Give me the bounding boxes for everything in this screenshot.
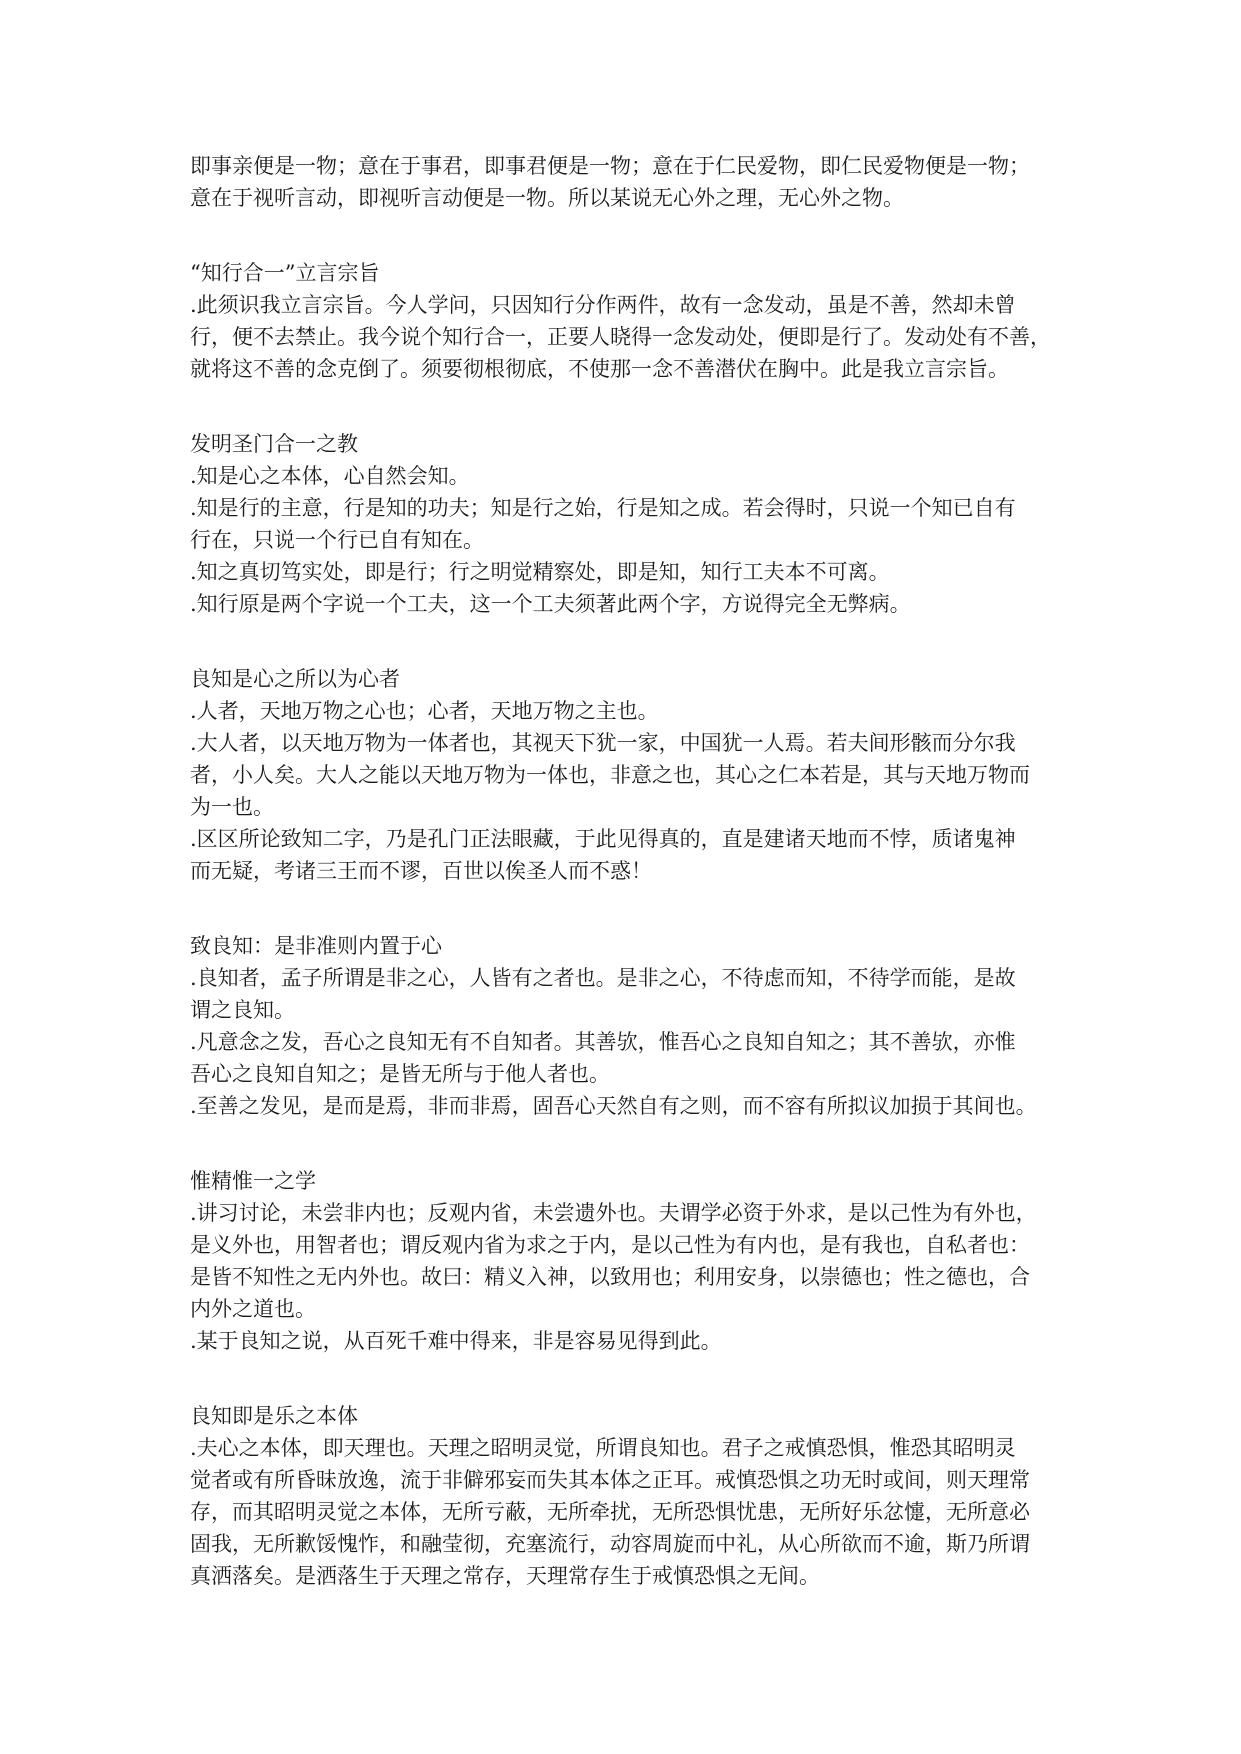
- text-line: .夫心之本体，即天理也。天理之昭明灵觉，所谓良知也。君子之戒慎恐惧，惟恐其昭明灵: [190, 1436, 1016, 1460]
- text-line: 意在于视听言动，即视听言动便是一物。所以某说无心外之理，无心外之物。: [190, 186, 904, 210]
- text-line: .知之真切笃实处，即是行；行之明觉精察处，即是知，知行工夫本不可离。: [190, 560, 890, 584]
- text-line: 是义外也，用智者也；谓反观内省为求之于内，是以己性为有内也，是有我也，自私者也：: [190, 1233, 1030, 1257]
- text-line: 而无疑，考诸三王而不谬，百世以俟圣人而不惑！: [190, 859, 652, 883]
- section: [190, 428, 1062, 620]
- text-line: 觉者或有所昏昧放逸，流于非僻邪妄而失其本体之正耳。戒慎恐惧之功无时或间，则天理常: [190, 1468, 1030, 1492]
- section-heading: 良知是心之所以为心者: [190, 667, 400, 691]
- text-line: 固我，无所歉馁愧怍，和融莹彻，充塞流行，动容周旋而中礼，从心所欲而不逾，斯乃所谓: [190, 1532, 1030, 1556]
- section: [190, 257, 1062, 385]
- text-line: .此须识我立言宗旨。今人学问，只因知行分作两件，故有一念发动，虽是不善，然却未曾: [190, 293, 1016, 317]
- text-line: .至善之发见，是而是焉，非而非焉，固吾心天然自有之则，而不容有所拟议加损于其间也。: [190, 1094, 1037, 1118]
- text-line: .人者，天地万物之心也；心者，天地万物之主也。: [190, 699, 659, 723]
- section-heading: “知行合一”立言宗旨: [190, 261, 380, 285]
- text-line: 真洒落矣。是洒落生于天理之常存，天理常存生于戒慎恐惧之无间。: [190, 1564, 820, 1588]
- text-line: 为一也。: [190, 795, 274, 819]
- section: [190, 930, 1062, 1122]
- text-line: 是皆不知性之无内外也。故曰：精义入神，以致用也；利用安身，以崇德也；性之德也，合: [190, 1265, 1030, 1289]
- text-line: 存，而其昭明灵觉之本体，无所亏蔽，无所牵扰，无所恐惧忧患，无所好乐忿懥，无所意必: [190, 1500, 1030, 1524]
- text-line: .大人者，以天地万物为一体者也，其视天下犹一家，中国犹一人焉。若夫间形骸而分尔我: [190, 731, 1016, 755]
- section-heading: 良知即是乐之本体: [190, 1404, 358, 1428]
- text-line: .凡意念之发，吾心之良知无有不自知者。其善欤，惟吾心之良知自知之；其不善欤，亦惟: [190, 1030, 1016, 1054]
- text-line: .知是行的主意，行是知的功夫；知是行之始，行是知之成。若会得时，只说一个知已自有: [190, 496, 1016, 520]
- text-line: 者，小人矣。大人之能以天地万物为一体也，非意之也，其心之仁本若是，其与天地万物而: [190, 763, 1030, 787]
- text-line: 即事亲便是一物；意在于事君，即事君便是一物；意在于仁民爱物，即仁民爱物便是一物；: [190, 154, 1030, 178]
- text-line: .良知者，孟子所谓是非之心，人皆有之者也。是非之心，不待虑而知，不待学而能，是故: [190, 966, 1016, 990]
- text-line: .讲习讨论，未尝非内也；反观内省，未尝遗外也。夫谓学必资于外求，是以己性为有外也，: [190, 1201, 1037, 1225]
- section: [190, 1400, 1062, 1592]
- section: [190, 150, 1062, 214]
- document-page: [190, 150, 1062, 1635]
- text-line: 内外之道也。: [190, 1297, 316, 1321]
- section-heading: 发明圣门合一之教: [190, 432, 358, 456]
- text-line: 行在，只说一个行已自有知在。: [190, 528, 484, 552]
- text-line: 就将这不善的念克倒了。须要彻根彻底，不使那一念不善潜伏在胸中。此是我立言宗旨。: [190, 357, 1009, 381]
- text-line: .区区所论致知二字，乃是孔门正法眼藏，于此见得真的，直是建诸天地而不悖，质诸鬼神: [190, 827, 1016, 851]
- section-heading: 惟精惟一之学: [190, 1169, 316, 1193]
- text-line: 谓之良知。: [190, 998, 295, 1022]
- text-line: 行，便不去禁止。我今说个知行合一，正要人晓得一念发动处，便即是行了。发动处有不善，: [190, 325, 1051, 349]
- text-line: .知行原是两个字说一个工夫，这一个工夫须著此两个字，方说得完全无弊病。: [190, 592, 911, 616]
- text-line: .知是心之本体，心自然会知。: [190, 464, 470, 488]
- section: [190, 663, 1062, 887]
- section: [190, 1165, 1062, 1357]
- text-line: .某于良知之说，从百死千难中得来，非是容易见得到此。: [190, 1329, 722, 1353]
- section-heading: 致良知：是非准则内置于心: [190, 934, 442, 958]
- text-line: 吾心之良知自知之；是皆无所与于他人者也。: [190, 1062, 610, 1086]
